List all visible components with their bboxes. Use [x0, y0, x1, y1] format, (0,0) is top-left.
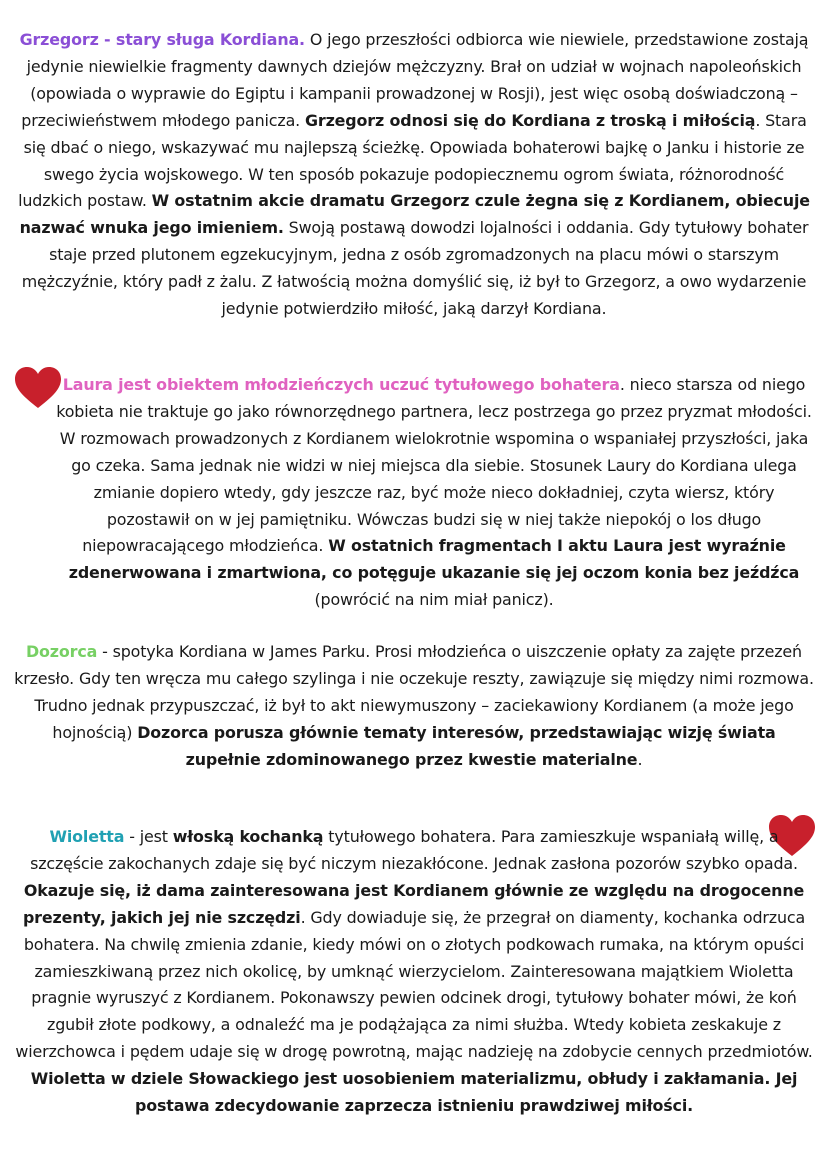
- grzegorz-title: Grzegorz - stary sługa Kordiana.: [19, 30, 305, 49]
- grzegorz-text-2: . Stara się dbać o niego, wskazywać mu najlepszą ścieżkę. Opowiada bohaterowi bajkę o Janku i historie ze swego życia wojskowego. W ten sposób pokazuje podopiecznemu ogrom świata, różnorodność ludzkich postaw.: [18, 110, 807, 211]
- wioletta-text-3: . Gdy dowiaduje się, że przegrał on diamenty, kochanka odrzuca bohatera. Na chwilę zmienia zdanie, kiedy mówi on o złotych podkowach rumaka, na którym opuści zamieszkiwaną przez nich okolicę, by umknąć wierzycielom. Zainteresowana majątkiem Wioletta pragnie wyruszyć z Kordianem. Pokonawszy pewien odcinek drogi, tytułowy bohater mówi, że koń zgubił złote podkowy, a odnaleźć ma je podążająca za nimi służba. Wtedy kobieta zeskakuje z wierzchowca i pędem udaje się w drogę powrotną, mając nadzieję na zdobycie cennych przedmiotów.: [15, 907, 813, 1062]
- section-grzegorz: [14, 27, 814, 323]
- wioletta-text-1: - jest: [124, 827, 173, 846]
- laura-text-1: . nieco starsza od niego kobieta nie traktuje go jako równorzędnego partnera, lecz postrzega go przez pryzmat młodości. W rozmowach prowadzonych z Kordianem wielokrotnie wspomina o wspaniałej przyszłości, jaka go czeka. Sama jednak nie widzi w niej miejsca dla siebie. Stosunek Laury do Kordiana ulega zmianie dopiero wtedy, gdy jeszcze raz, być może nieco dokładniej, czyta wiersz, który pozostawił on w jej pamiętniku. Wówczas budzi się w niej także niepokój o los długo niepowracającego młodzieńca.: [56, 375, 812, 556]
- dozorca-text-2: .: [637, 749, 643, 769]
- section-laura: [14, 372, 814, 614]
- dozorca-title: Dozorca: [26, 642, 98, 661]
- grzegorz-text-1: O jego przeszłości odbiorca wie niewiele, przedstawione zostają jedynie niewielkie fragmenty dawnych dziejów mężczyzny. Brał on udział w wojnach napoleońskich (opowiada o wyprawie do Egiptu i kampanii prowadzonej w Rosji), jest więc osobą doświadczoną – przeciwieństwem młodego panicza.: [21, 30, 809, 130]
- laura-bold-1: W ostatnich fragmentach I aktu Laura jest wyraźnie zdenerwowana i zmartwiona, co potęguje ukazanie się jej oczom konia bez jeźdźca: [68, 536, 800, 583]
- grzegorz-bold-2: W ostatnim akcie dramatu Grzegorz czule żegna się z Kordianem, obiecuje nazwać wnuka jego imieniem.: [19, 191, 810, 238]
- section-dozorca: [14, 639, 814, 774]
- wioletta-title: Wioletta: [49, 827, 125, 846]
- laura-title: Laura jest obiektem młodzieńczych uczuć tytułowego bohatera: [62, 375, 620, 394]
- wioletta-text-2: tytułowego bohatera. Para zamieszkuje wspaniałą willę, a szczęście zakochanych zdaje się być niczym niezakłócone. Jednak zasłona pozorów szybko opada.: [30, 827, 798, 873]
- grzegorz-text-3: Swoją postawą dowodzi lojalności i oddania. Gdy tytułowy bohater staje przed plutonem egzekucyjnym, jedna z osób zgromadzonych na placu mówi o starszym mężczyźnie, który padł z żalu. Z łatwością można domyślić się, iż był to Grzegorz, a owo wydarzenie jedynie potwierdziło miłość, jaką darzył Kordiana.: [21, 218, 809, 319]
- section-wioletta: [14, 824, 814, 1120]
- dozorca-bold-1: Dozorca porusza głównie tematy interesów, przedstawiając wizję świata zupełnie zdominowanego przez kwestie materialne: [137, 722, 776, 769]
- grzegorz-bold-1: Grzegorz odnosi się do Kordiana z troską i miłością: [304, 110, 756, 130]
- wioletta-bold-1: włoską kochanką: [172, 827, 324, 846]
- dozorca-text-1: - spotyka Kordiana w James Parku. Prosi młodzieńca o uiszczenie opłaty za zajęte przezeń krzesło. Gdy ten wręcza mu całego szylinga i nie oczekuje reszty, zawiązuje się między nimi rozmowa. Trudno jednak przypuszczać, iż był to akt niewymuszony – zaciekawiony Kordianem (a może jego hojnością): [14, 642, 814, 742]
- laura-text-2: (powrócić na nim miał panicz).: [314, 590, 554, 610]
- wioletta-bold-2: Okazuje się, iż dama zainteresowana jest Kordianem głównie ze względu na drogocenne prezenty, jakich jej nie szczędzi: [22, 880, 805, 927]
- wioletta-bold-3: Wioletta w dziele Słowackiego jest uosobieniem materializmu, obłudy i zakłamania. Jej postawa zdecydowanie zaprzecza istnieniu prawdziwej miłości.: [30, 1069, 798, 1116]
